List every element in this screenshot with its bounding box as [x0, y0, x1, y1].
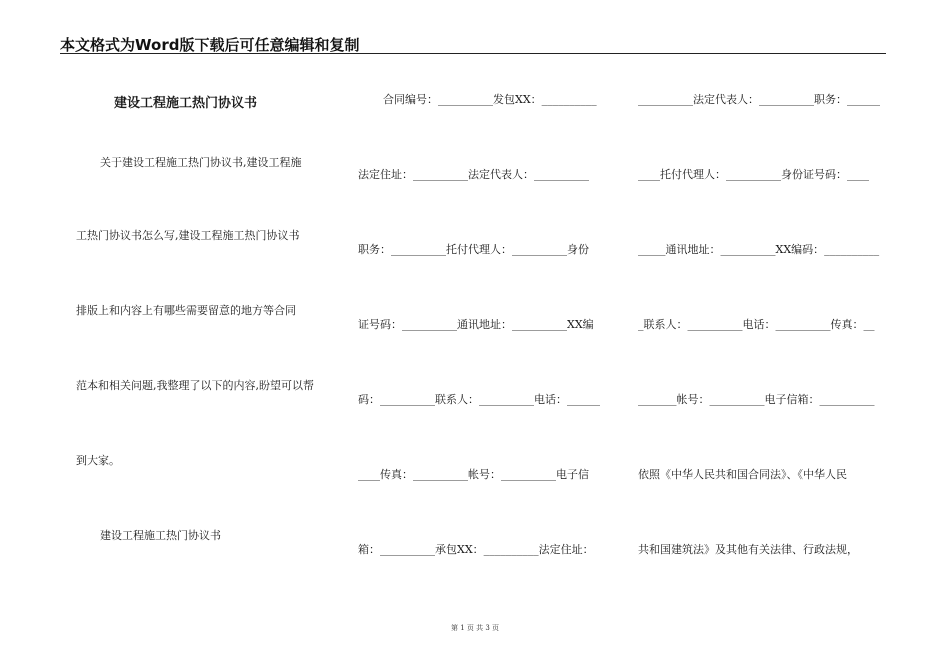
col2-line-1: 合同编号：__________发包XX：__________ [383, 93, 597, 106]
col2-line-5: 码：__________联系人：__________电话：______ [358, 393, 600, 406]
col2-line-7: 箱：__________承包XX：__________法定住址： [358, 543, 594, 556]
col3-line-3: _____通讯地址：__________XX编码：__________ [638, 243, 880, 256]
col3-line-4: _联系人：__________电话：__________传真：__ [638, 318, 875, 331]
col2-line-3: 职务：__________托付代理人：__________身份 [358, 243, 589, 256]
col3-line-5: _______帐号：__________电子信箱：__________ [638, 393, 875, 406]
col2-line-2: 法定住址：__________法定代表人：__________ [358, 168, 589, 181]
header-divider [60, 53, 886, 54]
document-header-title: 本文格式为Word版下载后可任意编辑和复制 [60, 36, 360, 54]
document-title: 建设工程施工热门协议书 [114, 96, 258, 111]
col1-line-5: 到大家。 [76, 454, 120, 467]
col1-line-1: 关于建设工程施工热门协议书,建设工程施 [100, 156, 302, 169]
col3-line-6: 依照《中华人民共和国合同法》、《中华人民 [638, 468, 847, 481]
col1-line-2: 工热门协议书怎么写,建设工程施工热门协议书 [76, 229, 300, 242]
col1-line-3: 排版上和内容上有哪些需要留意的地方等合同 [76, 304, 296, 317]
col2-line-4: 证号码：__________通讯地址：__________XX编 [358, 318, 594, 331]
col3-line-2: ____托付代理人：__________身份证号码：____ [638, 168, 869, 181]
page-number-footer: 第 1 页 共 3 页 [450, 624, 500, 632]
col3-line-7: 共和国建筑法》及其他有关法律、行政法规， [638, 543, 858, 556]
col2-line-6: ____传真：__________帐号：__________电子信 [358, 468, 589, 481]
col1-line-4: 范本和相关问题,我整理了以下的内容,盼望可以帮 [76, 379, 314, 392]
col3-line-1: __________法定代表人：__________职务：______ [638, 93, 880, 106]
col1-line-6: 建设工程施工热门协议书 [100, 529, 221, 542]
